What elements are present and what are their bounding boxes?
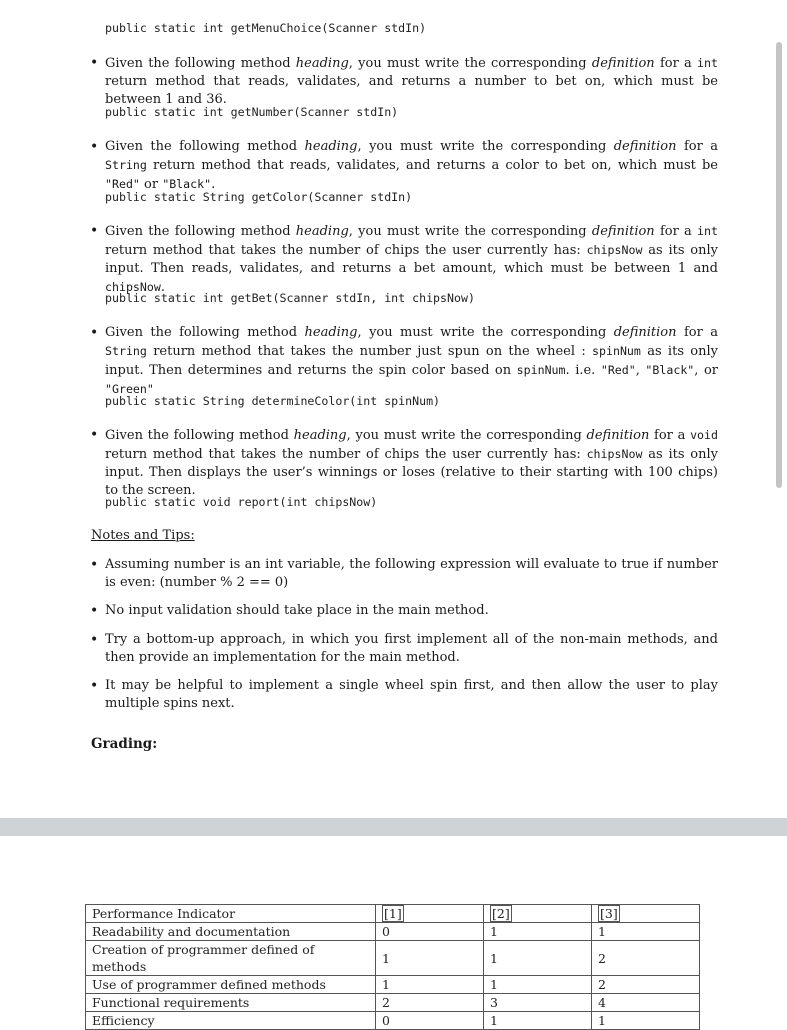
grading-table	[85, 904, 700, 1030]
table-cell: 2	[592, 976, 700, 994]
table-cell: 0	[376, 923, 484, 941]
bullet-get-bet: • Given the following method heading, you must write the corresponding definition for a int return method that takes the number of chips the user currently has: chipsNow as its only input. Then reads, validates, and returns a bet amount, which must be between 1 and chipsNow.	[90, 222, 718, 297]
code-get-menu-choice: public static int getMenuChoice(Scanner stdIn)	[105, 21, 427, 35]
table-cell: 1	[484, 941, 592, 976]
table-cell: Creation of programmer defined of methods	[86, 941, 376, 976]
code-determine-color: public static String determineColor(int spinNum)	[105, 394, 441, 408]
table-cell: 0	[376, 1012, 484, 1030]
table-cell: 2	[592, 941, 700, 976]
scrollbar-thumb[interactable]	[776, 42, 782, 488]
table-row	[86, 923, 700, 941]
note-item: • It may be helpful to implement a single wheel spin first, and then allow the user to play multiple spins next.	[90, 677, 718, 713]
table-header-row	[86, 905, 700, 923]
bullet-dot	[90, 222, 100, 241]
table-cell: Readability and documentation	[86, 923, 376, 941]
table-cell: 1	[484, 1012, 592, 1030]
table-cell: 1	[592, 923, 700, 941]
bullet-determine-color: • Given the following method heading, you must write the corresponding definition for a String return method that takes the number just spun on the wheel : spinNum as its only input. Then determines and returns the spin color based on spinNum. i.e. "Red", "Black", or "Green"	[90, 324, 718, 399]
table-cell: Performance Indicator	[86, 905, 376, 923]
table-row	[86, 941, 700, 976]
table-cell: Efficiency	[86, 1012, 376, 1030]
code-report: public static void report(int chipsNow)	[105, 495, 378, 509]
table-cell: [2]	[484, 905, 592, 923]
code-get-number: public static int getNumber(Scanner stdIn)	[105, 105, 399, 119]
table-cell: 1	[592, 1012, 700, 1030]
table-row	[86, 994, 700, 1012]
table-cell: 1	[376, 941, 484, 976]
table-cell: 1	[376, 976, 484, 994]
grading-heading: Grading:	[91, 736, 158, 752]
notes-heading: Notes and Tips:	[91, 528, 195, 543]
note-item: • Assuming number is an int variable, the following expression will evaluate to true if number is even: (number % 2 == 0)	[90, 556, 718, 592]
bullet-dot	[90, 602, 100, 621]
table-row	[86, 976, 700, 994]
table-cell: [3]	[592, 905, 700, 923]
bullet-dot	[90, 138, 100, 157]
table-cell: 1	[484, 923, 592, 941]
note-item: • No input validation should take place in the main method.	[90, 602, 718, 620]
bullet-dot	[90, 677, 100, 696]
table-cell: 2	[376, 994, 484, 1012]
bullet-dot	[90, 631, 100, 650]
bullet-dot	[90, 426, 100, 445]
note-item: • Try a bottom-up approach, in which you first implement all of the non-main methods, and then provide an implementation for the main method.	[90, 631, 718, 667]
table-cell: 3	[484, 994, 592, 1012]
table-cell: 4	[592, 994, 700, 1012]
table-cell: Use of programmer defined methods	[86, 976, 376, 994]
bullet-dot	[90, 54, 100, 73]
table-cell: [1]	[376, 905, 484, 923]
table-row	[86, 1012, 700, 1030]
code-get-color: public static String getColor(Scanner stdIn)	[105, 190, 413, 204]
page-separator	[0, 818, 787, 836]
bullet-get-number: • Given the following method heading, you must write the corresponding definition for a int return method that reads, validates, and returns a number to bet on, which must be between 1 and 36.	[90, 54, 718, 109]
bullet-dot	[90, 556, 100, 575]
table-cell: 1	[484, 976, 592, 994]
table-cell: Functional requirements	[86, 994, 376, 1012]
bullet-dot	[90, 324, 100, 343]
bullet-get-color: • Given the following method heading, you must write the corresponding definition for a String return method that reads, validates, and returns a color to bet on, which must be "Red" or "Black".	[90, 138, 718, 194]
bullet-report: • Given the following method heading, you must write the corresponding definition for a void return method that takes the number of chips the user currently has: chipsNow as its only input. Then displays the user’s winnings or loses (relative to their starting with 100 chips) to the screen.	[90, 426, 718, 500]
code-get-bet: public static int getBet(Scanner stdIn, int chipsNow)	[105, 291, 475, 305]
